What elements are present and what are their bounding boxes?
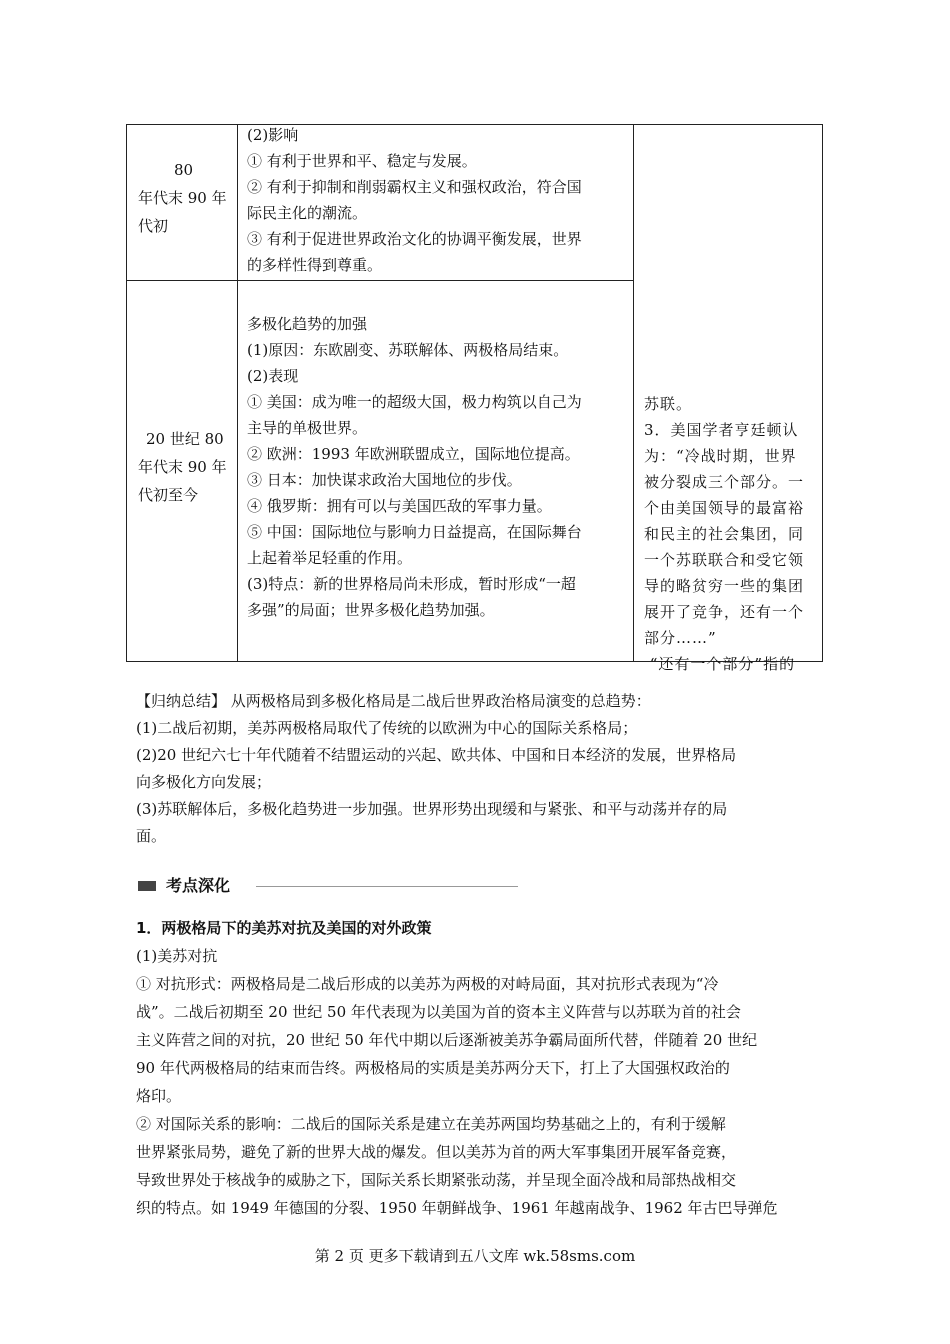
content-cell-row1 xyxy=(247,122,582,278)
side-column xyxy=(644,391,804,677)
content-line: ① 美国：成为唯一的超级大国，极力构筑以自己为 xyxy=(247,393,582,411)
content-line: ③ 日本：加快谋求政治大国地位的步伐。 xyxy=(247,471,522,489)
content-line: ④ 俄罗斯：拥有可以与美国匹敌的军事力量。 xyxy=(247,497,552,515)
body-line: 世界紧张局势，避免了新的世界大战的爆发。但以美苏为首的两大军事集团开展军备竞赛， xyxy=(136,1143,737,1161)
summary-line: 向多极化方向发展； xyxy=(136,773,272,791)
summary-line: 面。 xyxy=(136,827,167,845)
content-line: (3)特点：新的世界格局尚未形成，暂时形成“一超 xyxy=(247,575,576,593)
side-line: 导的略贫穷一些的集团 xyxy=(644,577,805,595)
content-cell-row2 xyxy=(247,311,582,623)
content-line: 多极化趋势的加强 xyxy=(247,315,368,333)
side-line: 3．美国学者亨廷顿认 xyxy=(644,421,799,439)
summary-line: (3)苏联解体后，多极化趋势进一步加强。世界形势出现缓和与紧张、和平与动荡并存的局 xyxy=(136,800,728,818)
body-line: 战”。二战后初期至 20 世纪 50 年代表现为以美国为首的资本主义阵营与以苏联为首的社会 xyxy=(136,1003,741,1021)
body-line: ① 对抗形式：两极格局是二战后形成的以美苏为两极的对峙局面，其对抗形式表现为“冷 xyxy=(136,975,719,993)
era-line: 20 世纪 80 xyxy=(146,430,224,448)
summary-line: (1)二战后初期，美苏两极格局取代了传统的以欧洲为中心的国际关系格局； xyxy=(136,719,638,737)
section-bar-icon xyxy=(138,881,156,891)
body-line: 烙印。 xyxy=(136,1087,182,1105)
page-footer: 第 2 页 更多下载请到五八文库 wk.58sms.com xyxy=(314,1247,636,1265)
side-line: 苏联。 xyxy=(644,395,693,413)
side-line: 一个苏联联合和受它领 xyxy=(644,551,805,569)
summary-line: 【归纳总结】 从两极格局到多极化格局是二战后世界政治格局演变的总趋势： xyxy=(136,692,651,710)
section-title: 考点深化 xyxy=(166,876,231,895)
body-line: (1)美苏对抗 xyxy=(136,947,218,965)
body-line: 90 年代两极格局的结束而告终。两极格局的实质是美苏两分天下，打上了大国强权政治的 xyxy=(136,1059,730,1077)
side-line: “还有一个部分”指的 xyxy=(644,655,796,673)
side-line: 个由美国领导的最富裕 xyxy=(644,499,805,517)
content-line: ① 有利于世界和平、稳定与发展。 xyxy=(247,152,477,170)
content-line: 多强”的局面；世界多极化趋势加强。 xyxy=(247,601,495,619)
section-rule xyxy=(256,886,518,887)
content-line: ③ 有利于促进世界政治文化的协调平衡发展，世界 xyxy=(247,230,582,248)
content-line: 主导的单极世界。 xyxy=(247,419,368,437)
era-line: 代初至今 xyxy=(138,486,199,504)
body-line: 主义阵营之间的对抗，20 世纪 50 年代中期以后逐渐被美苏争霸局面所代替，伴随着 20 世纪 xyxy=(136,1031,758,1049)
content-line: 的多样性得到尊重。 xyxy=(247,256,383,274)
content-line: (1)原因：东欧剧变、苏联解体、两极格局结束。 xyxy=(247,341,569,359)
body-text xyxy=(136,914,836,1222)
body-heading: 1．两极格局下的美苏对抗及美国的对外政策 xyxy=(136,919,432,937)
summary-block xyxy=(136,688,826,850)
content-line: ② 欧洲：1993 年欧洲联盟成立，国际地位提高。 xyxy=(247,445,580,463)
side-line: 和民主的社会集团，同 xyxy=(644,525,805,543)
era-line: 80 xyxy=(174,161,194,179)
body-line: 导致世界处于核战争的威胁之下，国际关系长期紧张动荡，并呈现全面冷战和局部热战相交 xyxy=(136,1171,737,1189)
era-line: 年代末 90 年 xyxy=(138,458,227,476)
side-line: 展开了竞争，还有一个 xyxy=(644,603,805,621)
content-line: 际民主化的潮流。 xyxy=(247,204,368,222)
era-cell-row1 xyxy=(138,156,238,240)
era-cell-row2 xyxy=(138,425,238,509)
content-line: (2)影响 xyxy=(247,126,299,144)
body-line: 织的特点。如 1949 年德国的分裂、1950 年朝鲜战争、1961 年越南战争、1962 年古巴导弹危 xyxy=(136,1199,778,1217)
side-line: 部分……” xyxy=(644,629,717,647)
side-line: 被分裂成三个部分。一 xyxy=(644,473,805,491)
content-line: 上起着举足轻重的作用。 xyxy=(247,549,413,567)
content-line: ② 有利于抑制和削弱霸权主义和强权政治，符合国 xyxy=(247,178,582,196)
era-line: 代初 xyxy=(138,217,169,235)
content-line: ⑤ 中国：国际地位与影响力日益提高，在国际舞台 xyxy=(247,523,582,541)
era-line: 年代末 90 年 xyxy=(138,189,227,207)
table-row-divider xyxy=(126,280,634,281)
body-line: ② 对国际关系的影响：二战后的国际关系是建立在美苏两国均势基础之上的，有利于缓解 xyxy=(136,1115,726,1133)
side-line: 为：“冷战时期，世界 xyxy=(644,447,797,465)
summary-line: (2)20 世纪六七十年代随着不结盟运动的兴起、欧共体、中国和日本经济的发展，世界格局 xyxy=(136,746,737,764)
table-divider-content xyxy=(633,124,634,662)
content-line: (2)表现 xyxy=(247,367,299,385)
